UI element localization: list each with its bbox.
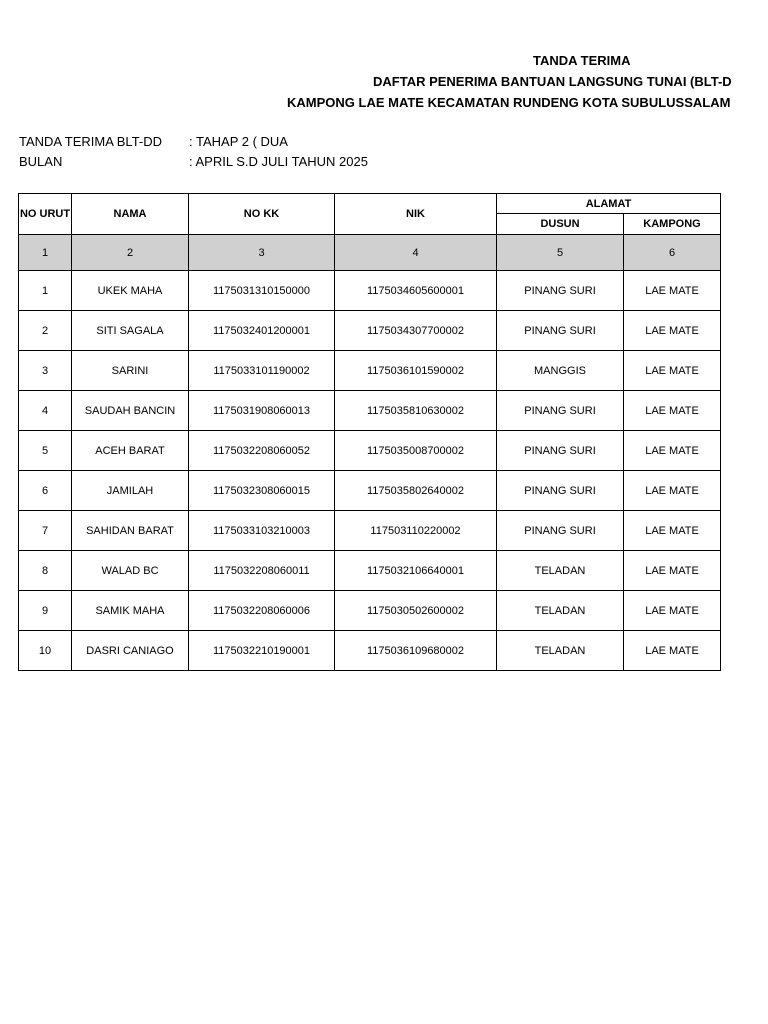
meta-key-bulan: BULAN	[19, 154, 63, 169]
cell-kampong: LAE MATE	[624, 471, 721, 511]
cell-no-kk: 1175032208060006	[189, 591, 335, 631]
header-no-urut: NO URUT	[19, 194, 72, 235]
cell-no-urut: 3	[19, 351, 72, 391]
cell-nama: WALAD BC	[72, 551, 189, 591]
header-row-1	[19, 194, 721, 214]
cell-dusun: PINANG SURI	[497, 311, 624, 351]
cell-dusun: PINANG SURI	[497, 431, 624, 471]
cell-nik: 117503110220002	[335, 511, 497, 551]
cell-kampong: LAE MATE	[624, 391, 721, 431]
meta-value-tahap: : TAHAP 2 ( DUA	[189, 134, 288, 149]
recipient-table	[18, 193, 721, 671]
cell-kampong: LAE MATE	[624, 271, 721, 311]
cell-no-urut: 5	[19, 431, 72, 471]
header-dusun: DUSUN	[497, 214, 624, 235]
table-row	[19, 311, 721, 351]
title-line-2: DAFTAR PENERIMA BANTUAN LANGSUNG TUNAI (BLT-D	[373, 74, 732, 89]
header-nama: NAMA	[72, 194, 189, 235]
cell-dusun: PINANG SURI	[497, 271, 624, 311]
cell-kampong: LAE MATE	[624, 591, 721, 631]
cell-no-urut: 2	[19, 311, 72, 351]
column-number-row	[19, 235, 721, 271]
cell-nama: SAUDAH BANCIN	[72, 391, 189, 431]
table-row	[19, 511, 721, 551]
cell-dusun: MANGGIS	[497, 351, 624, 391]
cell-nik: 1175035008700002	[335, 431, 497, 471]
cell-nik: 1175035810630002	[335, 391, 497, 431]
cell-no-kk: 1175033101190002	[189, 351, 335, 391]
cell-no-urut: 10	[19, 631, 72, 671]
cell-nik: 1175034605600001	[335, 271, 497, 311]
header-no-kk: NO KK	[189, 194, 335, 235]
cell-no-kk: 1175032208060011	[189, 551, 335, 591]
cell-no-kk: 1175032308060015	[189, 471, 335, 511]
cell-nama: ACEH BARAT	[72, 431, 189, 471]
cell-no-urut: 6	[19, 471, 72, 511]
cell-no-kk: 1175031310150000	[189, 271, 335, 311]
table-row	[19, 591, 721, 631]
cell-kampong: LAE MATE	[624, 631, 721, 671]
meta-key-tanda-terima: TANDA TERIMA BLT-DD	[19, 134, 163, 149]
cell-nik: 1175036101590002	[335, 351, 497, 391]
table-row	[19, 391, 721, 431]
cell-dusun: TELADAN	[497, 551, 624, 591]
column-number: 2	[72, 235, 189, 271]
cell-kampong: LAE MATE	[624, 511, 721, 551]
cell-dusun: TELADAN	[497, 591, 624, 631]
cell-dusun: PINANG SURI	[497, 471, 624, 511]
cell-no-kk: 1175031908060013	[189, 391, 335, 431]
header-alamat: ALAMAT	[497, 194, 721, 214]
cell-kampong: LAE MATE	[624, 551, 721, 591]
cell-nik: 1175032106640001	[335, 551, 497, 591]
title-line-1: TANDA TERIMA	[533, 53, 631, 68]
column-number: 4	[335, 235, 497, 271]
cell-nama: SAMIK MAHA	[72, 591, 189, 631]
cell-nama: JAMILAH	[72, 471, 189, 511]
cell-nama: SITI SAGALA	[72, 311, 189, 351]
cell-nama: SAHIDAN BARAT	[72, 511, 189, 551]
meta-value-bulan: : APRIL S.D JULI TAHUN 2025	[189, 154, 368, 169]
cell-no-urut: 9	[19, 591, 72, 631]
header-kampong: KAMPONG	[624, 214, 721, 235]
column-number: 3	[189, 235, 335, 271]
column-number: 5	[497, 235, 624, 271]
column-number: 1	[19, 235, 72, 271]
cell-no-kk: 1175032210190001	[189, 631, 335, 671]
table-row	[19, 551, 721, 591]
table-row	[19, 351, 721, 391]
cell-dusun: PINANG SURI	[497, 391, 624, 431]
cell-nik: 1175035802640002	[335, 471, 497, 511]
table-row	[19, 431, 721, 471]
cell-nik: 1175034307700002	[335, 311, 497, 351]
cell-nama: DASRI CANIAGO	[72, 631, 189, 671]
cell-nama: SARINI	[72, 351, 189, 391]
cell-kampong: LAE MATE	[624, 431, 721, 471]
cell-no-urut: 4	[19, 391, 72, 431]
column-number: 6	[624, 235, 721, 271]
header-nik: NIK	[335, 194, 497, 235]
cell-dusun: TELADAN	[497, 631, 624, 671]
title-line-3: KAMPONG LAE MATE KECAMATAN RUNDENG KOTA SUBULUSSALAM	[287, 95, 731, 110]
cell-no-urut: 7	[19, 511, 72, 551]
cell-nik: 1175030502600002	[335, 591, 497, 631]
cell-no-urut: 1	[19, 271, 72, 311]
cell-dusun: PINANG SURI	[497, 511, 624, 551]
cell-nik: 1175036109680002	[335, 631, 497, 671]
cell-no-urut: 8	[19, 551, 72, 591]
table-row	[19, 271, 721, 311]
cell-kampong: LAE MATE	[624, 351, 721, 391]
cell-no-kk: 1175033103210003	[189, 511, 335, 551]
cell-no-kk: 1175032208060052	[189, 431, 335, 471]
table-row	[19, 631, 721, 671]
cell-nama: UKEK MAHA	[72, 271, 189, 311]
cell-no-kk: 1175032401200001	[189, 311, 335, 351]
table-row	[19, 471, 721, 511]
cell-kampong: LAE MATE	[624, 311, 721, 351]
